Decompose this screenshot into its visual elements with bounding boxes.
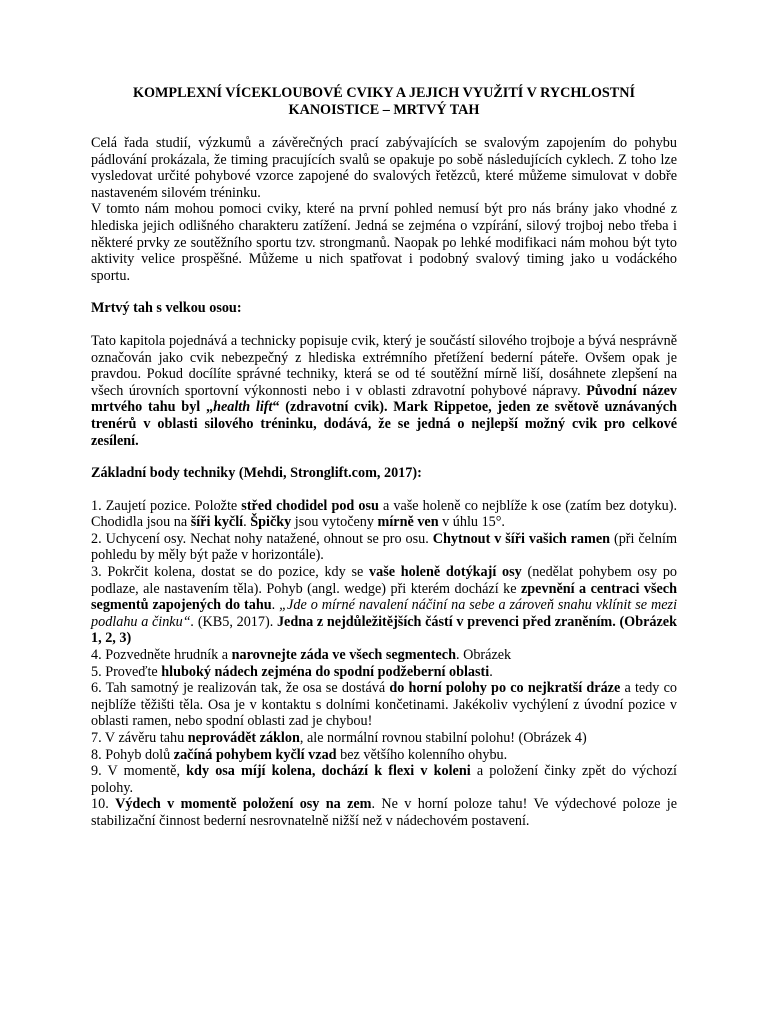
technique-step-1: 1. Zaujetí pozice. Položte střed chodidel pod osu a vaše holeně co nejblíže k ose (zatím bez dotyku). Chodidla jsou na šíři kyčlí. Špičky jsou vytočeny mírně ven v úhlu 15°. <box>91 497 677 531</box>
deadlift-history-bold-a: Původní název mrtvého tahu byl „ <box>91 382 678 416</box>
technique-step-9: 9. V momentě, kdy osa míjí kolena, dochází k flexi v koleni a položení činky zpět do výchozí polohy. <box>91 763 677 796</box>
document-title <box>91 85 677 119</box>
deadlift-history-bold-b: “ (zdravotní cvik). Mark Rippetoe, jeden ze světově uznávaných trenérů v oblasti silového tréninku, dodává, že se jedná o nejlepší možný cvik pro celkové zesílení. <box>91 399 677 449</box>
technique-step-8: 8. Pohyb dolů začíná pohybem kyčlí vzad bez většího kolenního ohybu. <box>91 746 508 763</box>
deadlift-description-text: Tato kapitola pojednává a technicky popisuje cvik, který je součástí silového trojboje a bývá nesprávně označován jako cvik nebezpečný z hlediska extrémního přetížení bederní páteře. Ovšem opak je pravdou. Pokud docílíte správné techniky, která se od té soutěžní mírně liší, dosáhnete zlepšení na všech úrovních sportovní výkonnosti nebo i v oblasti zdravotní pohybové nápravy. <box>91 332 677 399</box>
section-heading-deadlift: Mrtvý tah s velkou osou: <box>91 300 242 317</box>
section-heading-technique: Základní body techniky (Mehdi, Stronglift.com, 2017): <box>91 465 422 482</box>
title-line-2: KANOISTICE – MRTVÝ TAH <box>288 102 480 118</box>
document-body <box>91 85 677 830</box>
deadlift-history-health-lift: health lift <box>213 399 273 416</box>
technique-steps-list <box>91 498 677 830</box>
technique-step-10: 10. Výdech v momentě položení osy na zem. Ne v horní poloze tahu! Ve výdechové poloze je stabilizační činnost bederní nesrovnatelně nižší než v nádechovém postavení. <box>91 796 678 829</box>
intro-paragraph-2: V tomto nám mohou pomoci cviky, které na první pohled nemusí být pro nás brány jako vhodné z hlediska jejich odlišného charakteru zatížení. Jedná se zejména o vzpírání, silový trojboj nebo třeba i některé prvky ze soutěžního sportu tzv. strongmanů. Naopak po lehké modifikaci nám mohou být tyto aktivity velice prospěšné. Můžeme u nich spatřovat i podobný svalový timing jako u vodáckého sportu. <box>91 201 677 284</box>
technique-step-7: 7. V závěru tahu neprovádět záklon, ale normální rovnou stabilní polohu! (Obrázek 4) <box>91 730 587 746</box>
technique-step-4: 4. Pozvedněte hrudník a narovnejte záda ve všech segmentech. Obrázek <box>91 647 512 664</box>
deadlift-description-paragraph <box>91 333 677 449</box>
technique-step-6: 6. Tah samotný je realizován tak, že osa se dostává do horní polohy po co nejkratší dráze a tedy co nejblíže těžišti těla. Osa je v kontaktu s dolními končetinami. Jakékoliv vychýlení z úvodní pozice v oblasti ramen, nebo spodní oblasti zad je chybou! <box>91 680 677 730</box>
technique-step-5: 5. Proveďte hluboký nádech zejména do spodní podžeberní oblasti. <box>91 663 493 680</box>
intro-paragraph-1: Celá řada studií, výzkumů a závěrečných prací zabývajících se svalovým zapojením do pohybu pádlování prokázala, že timing pracujících svalů se opakuje po sobě následujících cyklech. Z toho lze vysledovat určité pohybové vzorce zapojené do svalových řetězců, které můžeme simulovat v dobře nastaveném silovém tréninku. <box>91 135 677 201</box>
technique-step-2: 2. Uchycení osy. Nechat nohy natažené, ohnout se pro osu. Chytnout v šíři vašich ramen (při čelním pohledu by měly být paže v horizontále). <box>91 530 677 564</box>
title-line-1: KOMPLEXNÍ VÍCEKLOUBOVÉ CVIKY A JEJICH VYUŽITÍ V RYCHLOSTNÍ <box>132 85 636 101</box>
technique-step-3: 3. Pokrčit kolena, dostat se do pozice, kdy se vaše holeně dotýkají osy (nedělat pohybem osy po podlaze, ale nastavením těla). Pohyb (angl. wedge) při kterém dochází ke zpevnění a centraci všech segmentů zapojených do tahu. „Jde o mírné navalení náčiní na sebe a zároveň snahu vklínit se mezi podlahu a činku“. (KB5, 2017). Jedna z nejdůležitějších částí v prevenci před zraněním. (Obrázek 1, 2, 3) <box>91 564 678 647</box>
